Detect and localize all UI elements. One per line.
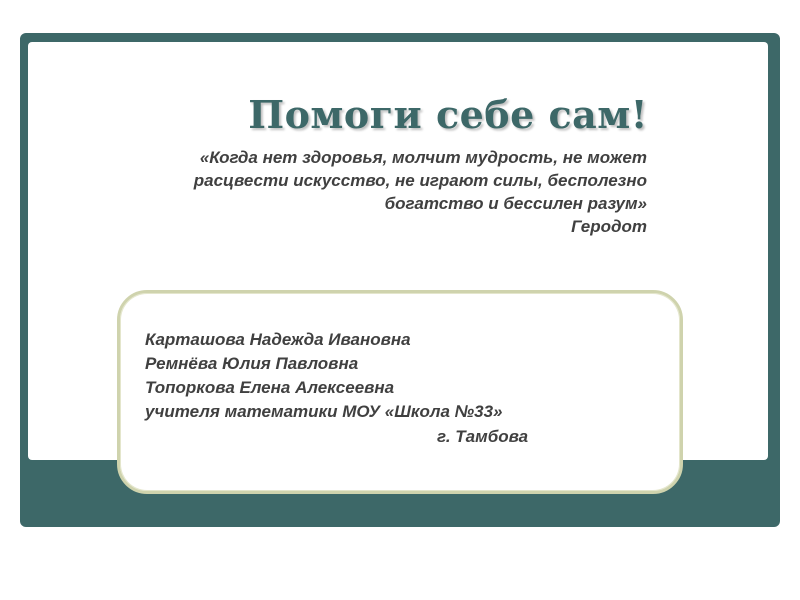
- author-city: г. Тамбова: [437, 427, 529, 446]
- authors-list: [145, 328, 503, 424]
- author-line: Топоркова Елена Алексеевна: [145, 378, 395, 397]
- slide-title: Помоги себе сам!: [248, 92, 648, 137]
- author-line: Ремнёва Юлия Павловна: [145, 354, 359, 373]
- quote-author: Геродот: [571, 217, 647, 236]
- author-affiliation: учителя математики МОУ «Школа №33»: [145, 402, 503, 421]
- quote-line: богатство и бессилен разум»: [384, 194, 647, 213]
- quote-line: «Когда нет здоровья, молчит мудрость, не может: [199, 148, 647, 167]
- epigraph-quote: [87, 146, 647, 238]
- quote-line: расцвести искусство, не играют силы, бесполезно: [193, 171, 647, 190]
- author-line: Карташова Надежда Ивановна: [145, 330, 411, 349]
